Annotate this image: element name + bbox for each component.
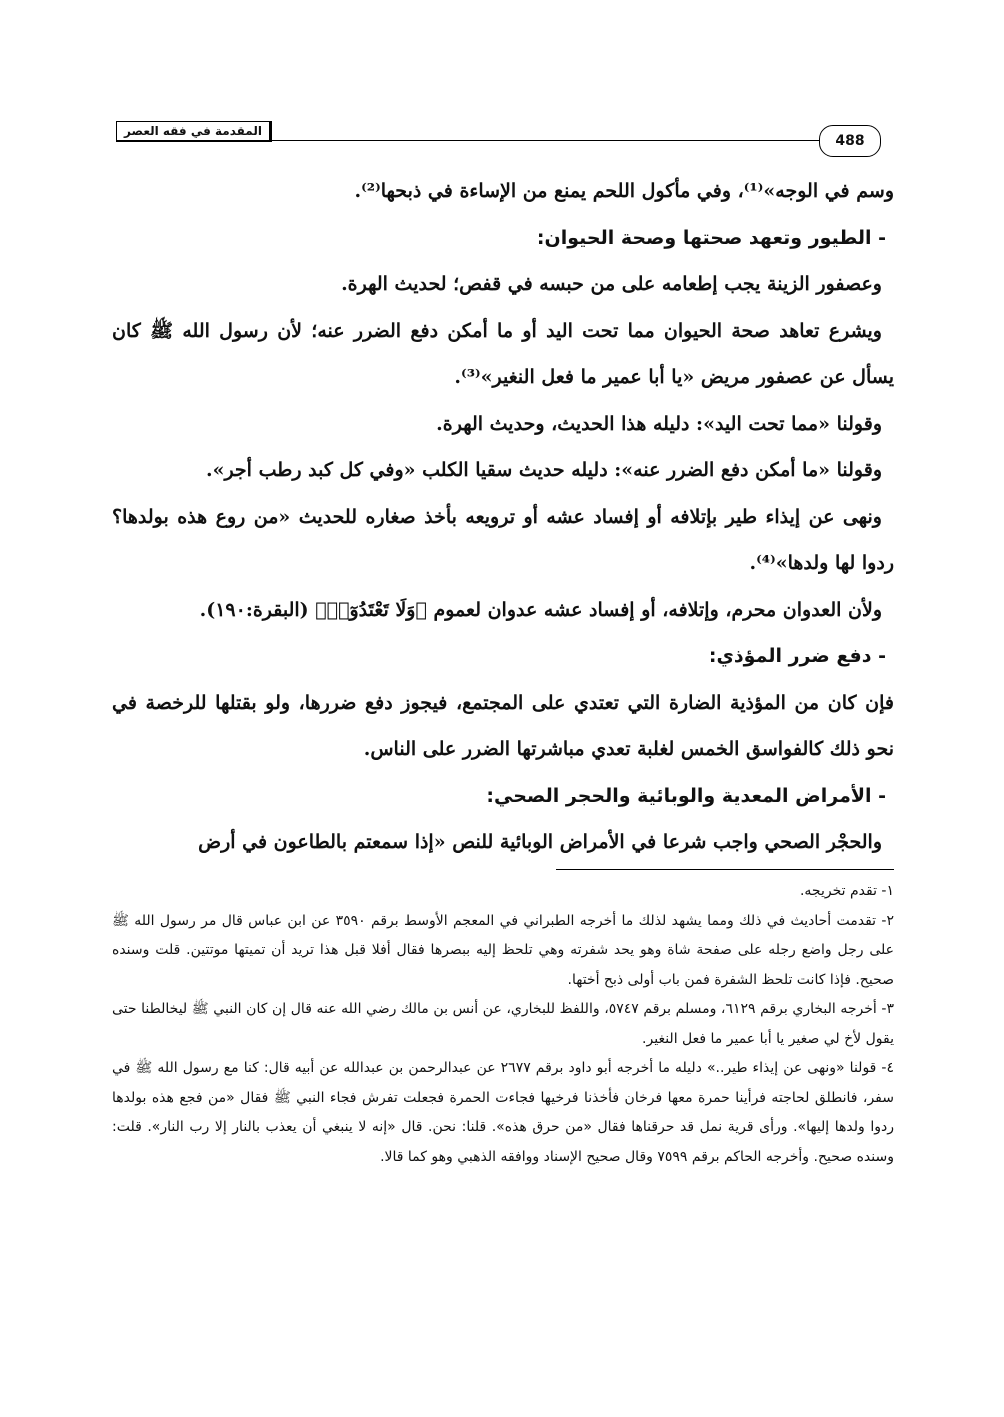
paragraph: وقولنا «ما أمكن دفع الضرر عنه»: دليله حديث سقيا الكلب «وفي كل كبد رطب أجر». bbox=[205, 459, 882, 481]
footnotes bbox=[112, 877, 894, 1172]
book-title: المقدمة في فقه العصر bbox=[116, 121, 272, 142]
paragraph: وقولنا «مما تحت اليد»: دليله هذا الحديث، وحديث الهرة. bbox=[436, 412, 882, 435]
footnote-1: ١- تقدم تخريجه. bbox=[799, 883, 894, 899]
footnote-2: ٢- تقدمت أحاديث في ذلك ومما يشهد لذلك ما أخرجه الطبراني في المعجم الأوسط برقم ٣٥٩٠ عن ابن عباس قال مر رسول الله ﷺ على رجل واضع رجله على صفحة شاة وهو يحد شفرته وهي تلحظ إليه ببصرها فقال أفلا قبل هذا تريد أن تميتها موتتين. قلت وسنده صحيح. فإذا كانت تلحظ الشفرة فمن باب أولى ذبح أختها. bbox=[112, 912, 894, 988]
section-heading-birds: - الطيور وتعهد صحتها وصحة الحيوان: bbox=[536, 226, 886, 249]
page-number: 488 bbox=[819, 125, 881, 157]
footnote-separator bbox=[556, 869, 894, 870]
paragraph: وسم في الوجه»⁽¹⁾، وفي مأكول اللحم يمنع من الإساءة في ذبحها⁽²⁾. bbox=[354, 180, 894, 202]
section-heading-harm: - دفع ضرر المؤذي: bbox=[708, 645, 886, 667]
section-heading-diseases: - الأمراض المعدية والوبائية والحجر الصحي: bbox=[486, 784, 886, 807]
footnote-4: ٤- قولنا «ونهى عن إيذاء طير..» دليله ما أخرجه أبو داود برقم ٢٦٧٧ عن عبدالرحمن بن عبدالله عن أبيه قال: كنا مع رسول الله ﷺ في سفر، فانطلق لحاجته فرأينا حمرة معها فرخان فأخذنا فرخيها فجاءت الحمرة فجعلت تفرش فجاء النبي ﷺ فقال «من فجع هذه بولدها ردوا ولدها إليها». ورأى قرية نمل قد حرقناها فقال «من حرق هذه». قلنا: نحن. قال «إنه لا ينبغي أن يعذب بالنار إلا رب النار». قلت: وسنده صحيح. وأخرجه الحاكم برقم ٧٥٩٩ وقال صحيح الإسناد ووافقه الذهبي وهو كما قالا. bbox=[112, 1060, 895, 1165]
paragraph: والحجْر الصحي واجب شرعا في الأمراض الوبائية للنص «إذا سمعتم بالطاعون في أرض bbox=[198, 831, 882, 853]
paragraph: ولأن العدوان محرم، وإتلافه، أو إفساد عشه عدوان لعموم ﴿وَلَا تَعْتَدُوٓا۟﴾ (البقرة:١٩٠). bbox=[199, 598, 882, 621]
paragraph: وعصفور الزينة يجب إطعامه على من حبسه في قفص؛ لحديث الهرة. bbox=[341, 273, 882, 295]
paragraph: ويشرع تعاهد صحة الحيوان مما تحت اليد أو ما أمكن دفع الضرر عنه؛ لأن رسول الله ﷺ كان يسأل عن عصفور مريض «يا أبا عمير ما فعل النغير»⁽³⁾. bbox=[112, 319, 894, 388]
paragraph: ونهى عن إيذاء طير بإتلافه أو إفساد عشه أو ترويعه بأخذ صغاره للحديث «من روع هذه بولدها؟ ردوا لها ولدها»⁽⁴⁾. bbox=[112, 505, 894, 574]
paragraph: فإن كان من المؤذية الضارة التي تعتدي على المجتمع، فيجوز دفع ضررها، ولو بقتلها للرخصة في نحو ذلك كالفواسق الخمس لغلبة تعدي مباشرتها الضرر على الناس. bbox=[112, 691, 894, 760]
header-rule bbox=[116, 140, 881, 141]
footnote-3: ٣- أخرجه البخاري برقم ٦١٢٩، ومسلم برقم ٥٧٤٧، واللفظ للبخاري، عن أنس بن مالك رضي الله عنه قال إن كان النبي ﷺ ليخالطنا حتى يقول لأخ لي صغير يا أبا عمير ما فعل النغير. bbox=[112, 1001, 894, 1047]
main-text bbox=[112, 168, 894, 866]
